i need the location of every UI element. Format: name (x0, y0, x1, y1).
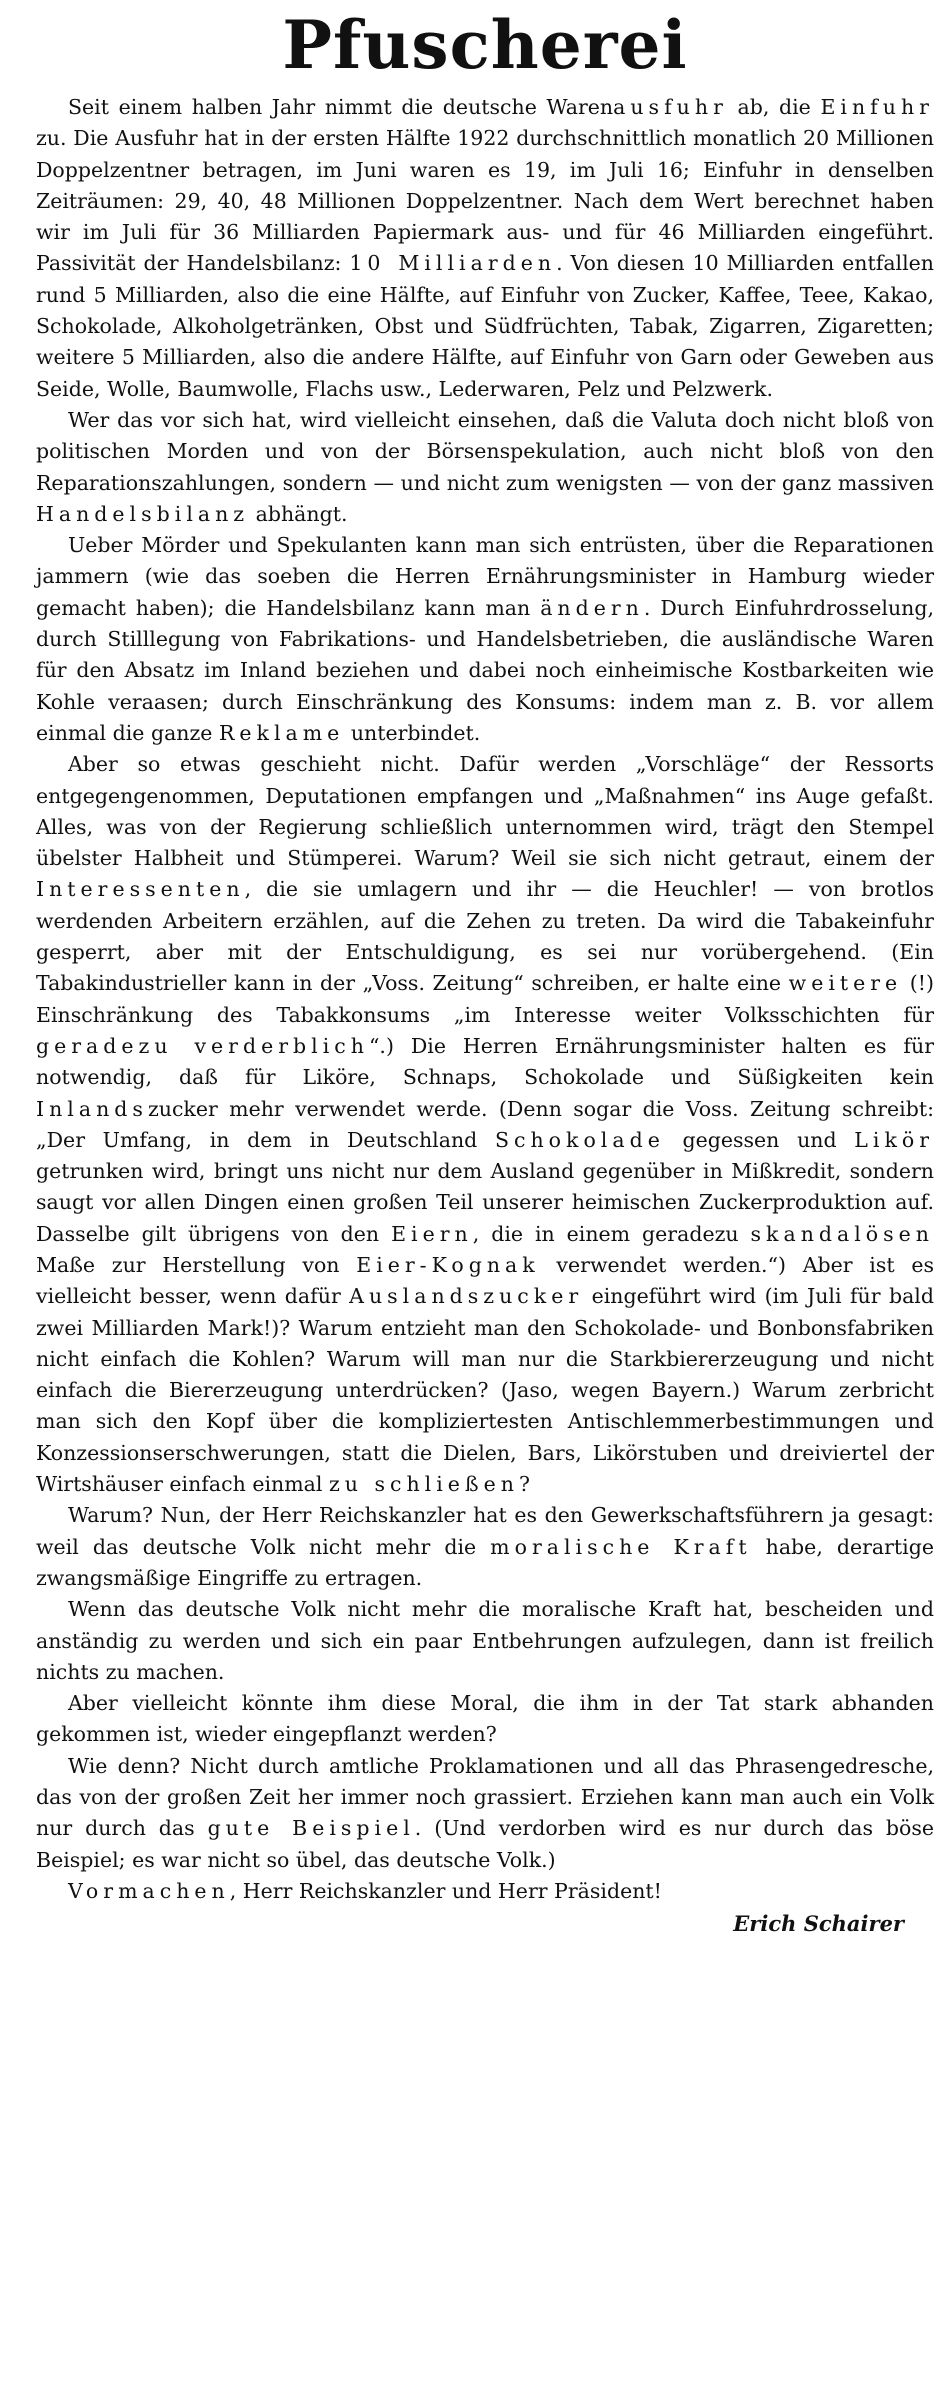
paragraph-text: unterbindet. (344, 720, 481, 745)
paragraph-text: Warum? Nun, der Herr Reichskanzler hat es den Gewerkschaftsführern ja gesagt: weil das deutsche Volk nicht mehr die (36, 1503, 934, 1559)
spaced-emphasis-text: geradezu verderblich (36, 1033, 369, 1058)
paragraph-text: , die sie umlagern und ihr — die Heuchler! — von brotlos werdenden Arbeitern erzählen, auf die Zehen zu treten. Da wird die Tabakeinfuhr gesperrt, aber mit der Entschuldigung, es sei nur vorübergehend. (Ein Tabakindustrieller kann in der „Voss. Zeitung“ schreiben, er halte eine (36, 877, 934, 996)
paragraph-text: getrunken wird, bringt uns nicht nur dem Ausland gegenüber in Mißkredit, sondern saugt vor allen Dingen einen großen Teil unserer heimischen Zuckerproduktion auf. Dasselbe gilt übrigens von den (36, 1159, 934, 1246)
spaced-emphasis-text: ändern (540, 595, 644, 620)
paragraph-text: Ueber Mörder und Spekulanten kann man sich entrüsten, über die Reparationen jammern (wie das soeben die Herren Ernährungsminister in Hamburg wieder gemacht haben); die Handelsbilanz kann man (36, 533, 934, 620)
paragraph-text: ab, die (727, 95, 821, 119)
paragraph-text: habe, derartige zwangsmäßige Eingriffe zu ertragen. (36, 1534, 934, 1590)
article-paragraph (36, 749, 934, 1500)
paragraph-text: eingeführt wird (im Juli für bald zwei Milliarden Mark!)? Warum entzieht man den Schokolade- und Bonbonsfabriken nicht einfach die Kohlen? Warum will man nur die Starkbiererzeugung und nicht einfach die Biererzeugung unterdrücken? (Jaso, wegen Bayern.) Warum zerbricht man sich den Kopf über die kompliziertesten Antischlemmerbestimmungen und Konzessionserschwerungen, statt die Dielen, Bars, Likörstuben und dreiviertel der Wirtshäuser einfach einmal (36, 1284, 934, 1497)
paragraph-text: Aber so etwas geschieht nicht. Dafür werden „Vorschläge“ der Ressorts entgegengenommen, Deputationen empfangen und „Maßnahmen“ ins Auge gefaßt. Alles, was von der Regierung schließlich unternommen wird, trägt den Stempel übelster Halbheit und Stümperei. Warum? Weil sie sich nicht getraut, einem der (36, 752, 934, 871)
article-paragraph (36, 92, 934, 405)
paragraph-text: “.) Die Herren Ernährungsminister halten es für notwendig, daß für Liköre, Schnaps, Schokolade und Süßigkeiten kein (36, 1033, 935, 1090)
paragraph-text: Aber vielleicht könnte ihm diese Moral, die ihm in der Tat stark abhanden gekommen ist, wieder eingepflanzt werden? (36, 1691, 934, 1747)
spaced-emphasis-text: Eiern (391, 1221, 473, 1246)
paragraph-text: zu. Die Ausfuhr hat in der ersten Hälfte 1922 durchschnittlich monatlich 20 Millionen Doppelzentner betragen, im Juni waren es 19, im Juli 16; Einfuhr in denselben Zeiträumen: 29, 40, 48 Millionen Doppelzentner. Nach dem Wert berechnet haben wir im Juli für 36 Milliarden Papiermark aus- und für 46 Milliarden eingeführt. Passivität der Handelsbilanz: (36, 126, 934, 276)
spaced-emphasis-text: gute Beispiel (207, 1816, 415, 1841)
article-paragraph (36, 1500, 934, 1594)
article-title: Pfuscherei (282, 6, 688, 84)
paragraph-text: . (Und verdorben wird es nur durch das böse Beispiel; es war nicht so übel, das deutsche Volk.) (36, 1816, 934, 1872)
spaced-emphasis-text: Eier-Kognak (356, 1252, 540, 1277)
article-body (36, 92, 934, 1907)
spaced-emphasis-text: zu schließen (328, 1472, 519, 1497)
spaced-emphasis-text: Interessenten (36, 877, 245, 902)
paragraph-text: ? (518, 1472, 530, 1497)
article-paragraph (36, 1876, 934, 1907)
spaced-emphasis-text: Schokolade (494, 1127, 665, 1152)
paragraph-text: gegessen und (664, 1127, 855, 1152)
spaced-emphasis-text: Likör (854, 1127, 935, 1152)
paragraph-text: . Durch Einfuhrdrosselung, durch Stilllegung von Fabrikations- und Handelsbetrieben, die ausländische Waren für den Absatz im Inland beziehen und dabei noch einheimische Kostbarkeiten wie Kohle veraasen; durch Einschränkung des Konsums: indem man z. B. vor allem einmal die ganze (36, 595, 934, 745)
spaced-emphasis-text: moralische Kraft (490, 1534, 752, 1559)
article-paragraph (36, 530, 934, 749)
spaced-emphasis-text: 10 Milliarden (349, 251, 557, 276)
spaced-emphasis-text: weitere (788, 971, 903, 996)
paragraph-text: . Von diesen 10 Milliarden entfallen rund 5 Milliarden, also die eine Hälfte, auf Einfuhr von Zucker, Kaffee, Teee, Kakao, Schokolade, Alkoholgetränken, Obst und Südfrüchten, Tabak, Zigarren, Zigaretten; weitere 5 Milliarden, also die andere Hälfte, auf Einfuhr von Garn oder Geweben aus Seide, Wolle, Baumwolle, Flachs usw., Lederwaren, Pelz und Pelzwerk. (36, 251, 935, 401)
paragraph-text: Wenn das deutsche Volk nicht mehr die moralische Kraft hat, bescheiden und anständig zu werden und sich ein paar Entbehrungen aufzulegen, dann ist freilich nichts zu machen. (36, 1597, 934, 1684)
paragraph-text: verwendet werden.“) Aber ist es vielleicht besser, wenn dafür (36, 1252, 934, 1309)
spaced-emphasis-text: ausfuhr (613, 95, 728, 119)
spaced-emphasis-text: Vormachen (68, 1878, 230, 1903)
paragraph-text: (!) Einschränkung des Tabakkonsums „im Interesse weiter Volksschichten für (36, 971, 935, 1027)
article-paragraph (36, 1688, 934, 1751)
paragraph-text: Seit einem halben Jahr nimmt die deutsche Waren (68, 95, 614, 119)
spaced-emphasis-text: Einfuhr (820, 95, 934, 119)
spaced-emphasis-text: Handelsbilanz (36, 501, 250, 526)
article-paragraph (36, 1594, 934, 1688)
paragraph-text: abhängt. (249, 501, 348, 526)
paragraph-text: , die in einem geradezu (472, 1221, 751, 1246)
paragraph-text: Maße zur Herstellung von (36, 1252, 357, 1277)
spaced-emphasis-text: skandalösen (750, 1221, 934, 1246)
spaced-emphasis-text: Inlands (36, 1096, 148, 1121)
paragraph-text: zucker mehr verwendet werde. (Denn sogar die Voss. Zeitung schreibt: „Der Umfang, in dem in Deutschland (36, 1096, 934, 1152)
author-signature: Erich Schairer (733, 1911, 904, 1937)
article-paragraph (36, 405, 934, 530)
paragraph-text: Wer das vor sich hat, wird vielleicht einsehen, daß die Valuta doch nicht bloß von politischen Morden und von der Börsenspekulation, auch nicht bloß von den Reparationszahlungen, sondern — und nicht zum wenigsten — von der ganz massiven (36, 407, 934, 495)
spaced-emphasis-text: Reklame (218, 720, 345, 745)
spaced-emphasis-text: Auslandszucker (349, 1284, 584, 1309)
paragraph-text: Wie denn? Nicht durch amtliche Proklamationen und all das Phrasengedresche, das von der großen Zeit her immer noch grassiert. Erziehen kann man auch ein Volk nur durch das (36, 1753, 934, 1841)
paragraph-text: , Herr Reichskanzler und Herr Präsident! (229, 1878, 662, 1903)
article-paragraph (36, 1751, 934, 1876)
